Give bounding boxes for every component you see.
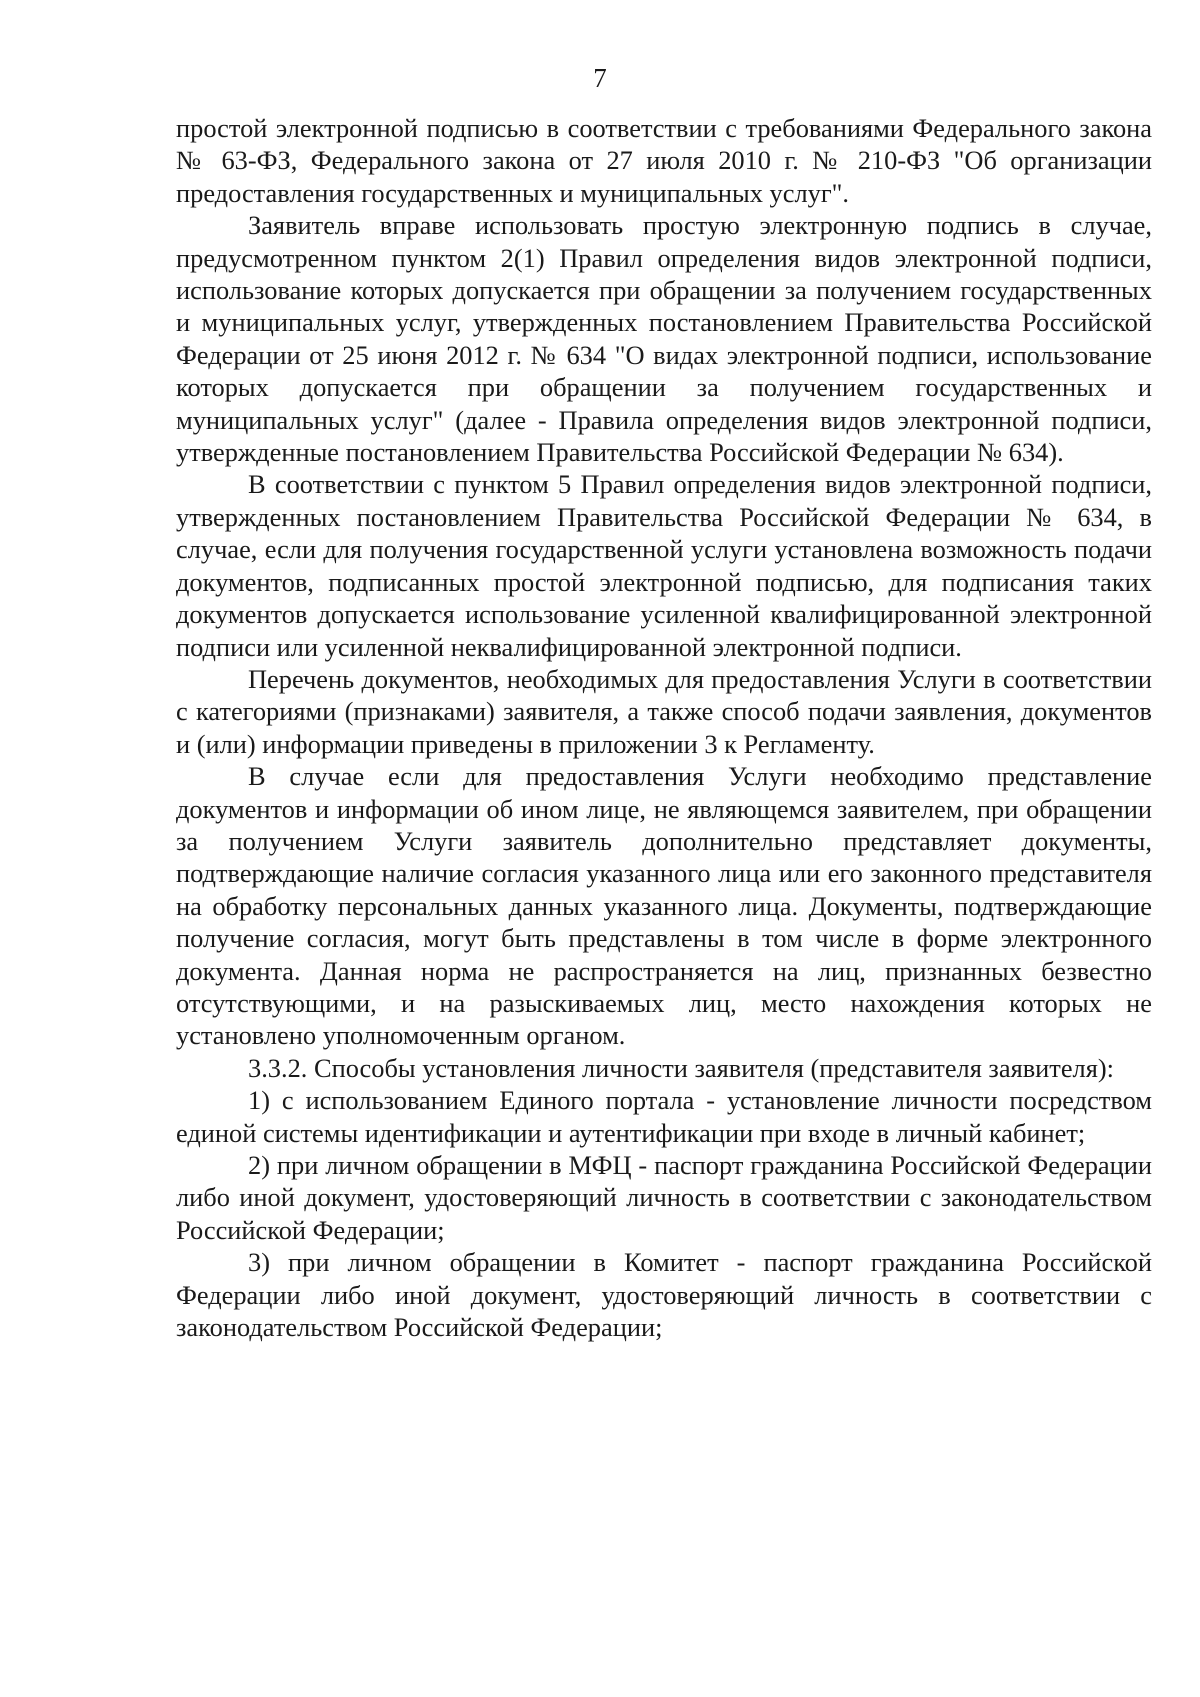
document-body bbox=[176, 112, 1152, 1343]
list-item-2: 2) при личном обращении в МФЦ - паспорт гражданина Российской Федерации либо иной документ, удостоверяющий личность в соответствии с законодательством Российской Федерации; bbox=[176, 1150, 1152, 1245]
paragraph-qualified-signature: В соответствии с пунктом 5 Правил определения видов электронной подписи, утвержденных постановлением Правительства Российской Федерации № 634, в случае, если для получения государственной услуги установлена возможность подачи документов, подписанных простой электронной подписью, для подписания таких документов допускается использование усиленной квалифицированной электронной подписи или усиленной неквалифицированной электронной подписи. bbox=[176, 469, 1152, 662]
paragraph-continuation: простой электронной подписью в соответствии с требованиями Федерального закона № 63-ФЗ, Федерального закона от 27 июля 2010 г. № 210-ФЗ "Об организации предоставления государственных и муниципальных услуг". bbox=[176, 113, 1152, 208]
paragraph-simple-signature: Заявитель вправе использовать простую электронную подпись в случае, предусмотренном пунктом 2(1) Правил определения видов электронной подписи, использование которых допускается при обращении за получением государственных и муниципальных услуг, утвержденных постановлением Правительства Российской Федерации от 25 июня 2012 г. № 634 "О видах электронной подписи, использование которых допускается при обращении за получением государственных и муниципальных услуг" (далее - Правила определения видов электронной подписи, утвержденные постановлением Правительства Российской Федерации № 634). bbox=[176, 210, 1152, 468]
section-3-3-2-heading: 3.3.2. Способы установления личности заявителя (представителя заявителя): bbox=[248, 1052, 1114, 1083]
list-item-1: 1) с использованием Единого портала - установление личности посредством единой системы идентификации и аутентификации при входе в личный кабинет; bbox=[176, 1085, 1152, 1148]
list-item-3: 3) при личном обращении в Комитет - паспорт гражданина Российской Федерации либо иной документ, удостоверяющий личность в соответствии с законодательством Российской Федерации; bbox=[176, 1247, 1152, 1343]
paragraph-documents-list: Перечень документов, необходимых для предоставления Услуги в соответствии с категориями (признаками) заявителя, а также способ подачи заявления, документов и (или) информации приведены в приложении 3 к Регламенту. bbox=[176, 663, 1152, 759]
page-number: 7 bbox=[593, 63, 607, 93]
paragraph-third-party-consent: В случае если для предоставления Услуги необходимо представление документов и информации об ином лице, не являющемся заявителем, при обращении за получением Услуги заявитель дополнительно представляет документы, подтверждающие наличие согласия указанного лица или его законного представителя на обработку персональных данных указанного лица. Документы, подтверждающие получение согласия, могут быть представлены в том числе в форме электронного документа. Данная норма не распространяется на лиц, признанных безвестно отсутствующими, и на разыскиваемых лиц, место нахождения которых не установлено уполномоченным органом. bbox=[176, 761, 1152, 1051]
